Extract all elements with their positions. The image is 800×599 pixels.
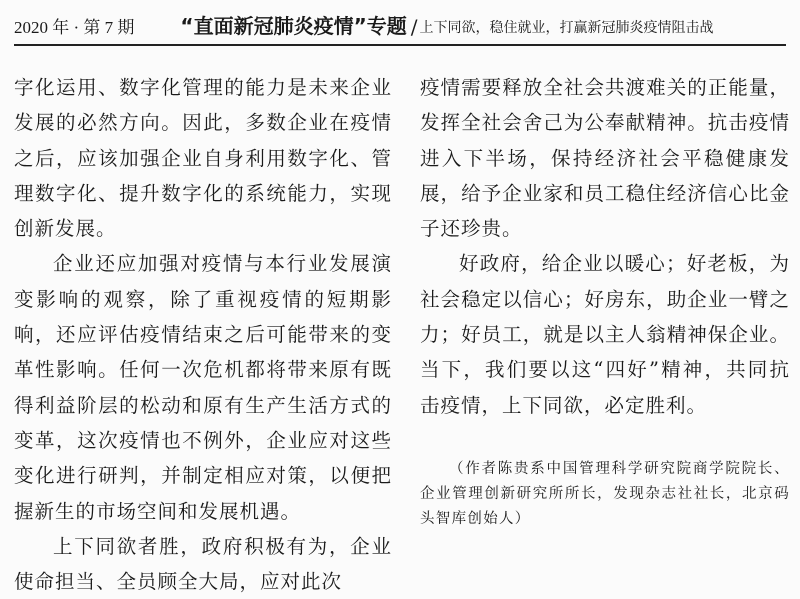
paragraph: 企业还应加强对疫情与本行业发展演变影响的观察，除了重视疫情的短期影响，还应评估疫情结束之后可能带来的变革性影响。任何一次危机都将带来原有既得利益阶层的松动和原有生产生活方式的变革，这次疫情也不例外，企业应对这些变化进行研判，并制定相应对策，以便把握新生的市场空间和发展机遇。 [14,252,392,523]
header-motto: 上下同欲，稳住就业，打赢新冠肺炎疫情阻击战 [419,20,714,36]
left-column [14,70,392,599]
paragraph: 字化运用、数字化管理的能力是未来企业发展的必然方向。因此，多数企业在疫情之后，应该加强企业自身利用数字化、管理数字化、提升数字化的系统能力，实现创新发展。 [14,76,392,241]
author-note: （作者陈贵系中国管理科学研究院商学院院长、企业管理创新研究所所长，发现杂志社社长，北京码头智库创始人） [420,460,790,527]
header-separator: / [410,15,418,39]
right-column [420,70,790,532]
issue-number: 2020 年 · 第 7 期 [14,18,135,37]
paragraph: 上下同欲者胜，政府积极有为，企业使命担当、全员顾全大局，应对此次 [14,534,392,594]
paragraph: 疫情需要释放全社会共渡难关的正能量，发挥全社会舍己为公奉献精神。抗击疫情进入下半场，保持经济社会平稳健康发展，给予企业家和员工稳住经济信心比金子还珍贵。 [420,76,790,241]
page-header [14,10,786,46]
paragraph: 好政府，给企业以暖心；好老板，为社会稳定以信心；好房东，助企业一臂之力；好员工，就是以主人翁精神保企业。当下，我们要以这“四好”精神，共同抗击疫情，上下同欲，必定胜利。 [420,252,790,417]
special-topic-title: “直面新冠肺炎疫情”专题 [180,14,407,38]
